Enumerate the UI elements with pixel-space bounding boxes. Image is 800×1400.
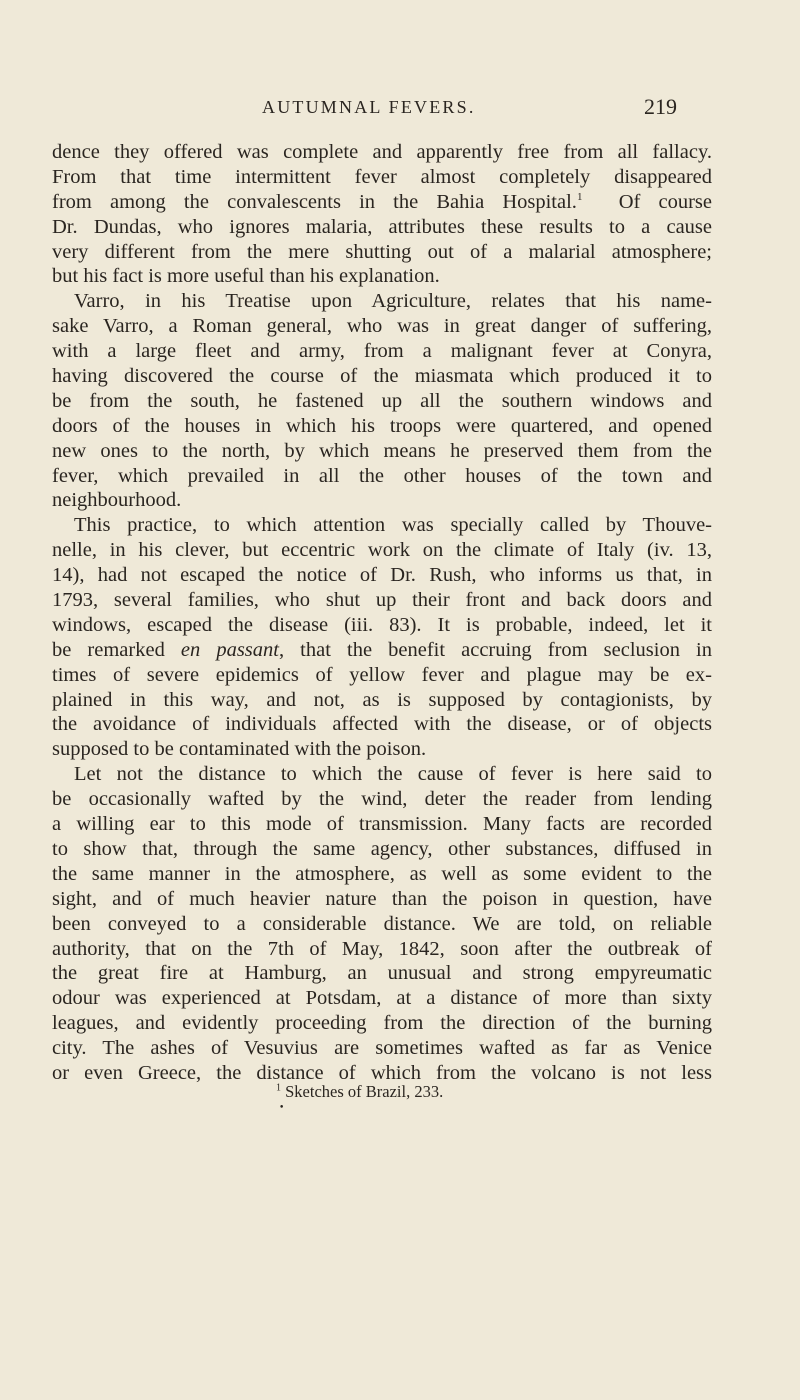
text-line: very different from the mere shutting out of a malarial atmosphere; [52,240,712,263]
text-line: be from the south, he fastened up all the southern windows and [52,389,712,412]
text-line: supposed to be contaminated with the poison. [52,738,427,761]
text-line: to show that, through the same agency, other substances, diffused in [52,837,712,860]
text-line: From that time intermittent fever almost completely disappeared [52,165,712,188]
footnote-text: Sketches of Brazil, 233. [285,1082,444,1101]
text-line [52,638,712,663]
italic-phrase: en passant [180,638,279,661]
text-line: odour was experienced at Potsdam, at a distance of more than sixty [52,987,712,1010]
text-line: authority, that on the 7th of May, 1842, soon after the outbreak of [52,937,712,960]
text-line: windows, escaped the disease (iii. 83). It is probable, indeed, let it [52,613,712,636]
text-line: be occasionally wafted by the wind, deter the reader from lending [52,788,712,811]
text-line: nelle, in his clever, but eccentric work on the climate of Italy (iv. 13, [52,539,712,562]
text-line: neighbourhood. [52,489,182,512]
text-line: leagues, and evidently proceeding from the direction of the burning [52,1012,712,1035]
text-line: the great fire at Hamburg, an unusual and strong empyreumatic [52,962,712,985]
text-line: Varro, in his Treatise upon Agriculture, relates that his name- [74,290,712,313]
footnote [276,1081,443,1103]
text-line: the same manner in the atmosphere, as well as some evident to the [52,862,712,885]
text-line: 1793, several families, who shut up their front and back doors and [52,589,712,612]
page-number: 219 [644,94,677,119]
text-line: sake Varro, a Roman general, who was in great danger of suffering, [52,315,712,338]
printer-mark: • [279,1103,285,1113]
running-title: AUTUMNAL FEVERS. [262,97,476,117]
text-line: been conveyed to a considerable distance. We are told, on reliable [52,912,712,935]
body-text [52,140,712,1086]
text-line: 14), had not escaped the notice of Dr. Rush, who informs us that, in [52,564,712,587]
footnote-marker: 1 [276,1082,281,1094]
text-line: the avoidance of individuals affected with the disease, or of objects [52,713,712,736]
text-line: fever, which prevailed in all the other houses of the town and [52,464,712,487]
text-segment: , that the benefit accruing from seclusion in [278,638,713,661]
text-line: Dr. Dundas, who ignores malaria, attributes these results to a cause [52,215,712,238]
text-line: doors of the houses in which his troops were quartered, and opened [52,414,712,437]
text-line: dence they offered was complete and apparently free from all fallacy. [52,141,712,163]
footnote-reference: 1 [576,190,583,203]
text-line: or even Greece, the distance of which from the volcano is not less [52,1061,712,1084]
text-segment: be remarked [52,638,165,661]
text-line: plained in this way, and not, as is supposed by contagionists, by [52,688,712,711]
text-segment: Of course [618,190,713,213]
text-line [52,190,712,215]
text-line: with a large fleet and army, from a malignant fever at Conyra, [52,340,712,363]
text-line: a willing ear to this mode of transmission. Many facts are recorded [52,813,712,836]
text-line: sight, and of much heavier nature than the poison in question, have [52,887,712,910]
text-line: city. The ashes of Vesuvius are sometimes wafted as far as Venice [52,1037,712,1060]
text-line: new ones to the north, by which means he preserved them from the [52,439,712,462]
text-line: having discovered the course of the miasmata which produced it to [52,365,712,388]
text-line: but his fact is more useful than his explanation. [52,265,440,288]
text-line: times of severe epidemics of yellow fever and plague may be ex- [52,663,712,686]
text-line: Let not the distance to which the cause of fever is here said to [74,763,712,786]
text-line: This practice, to which attention was specially called by Thouve- [74,514,712,537]
running-head [0,93,800,121]
text-segment: from among the convalescents in the Bahia Hospital. [52,190,577,213]
